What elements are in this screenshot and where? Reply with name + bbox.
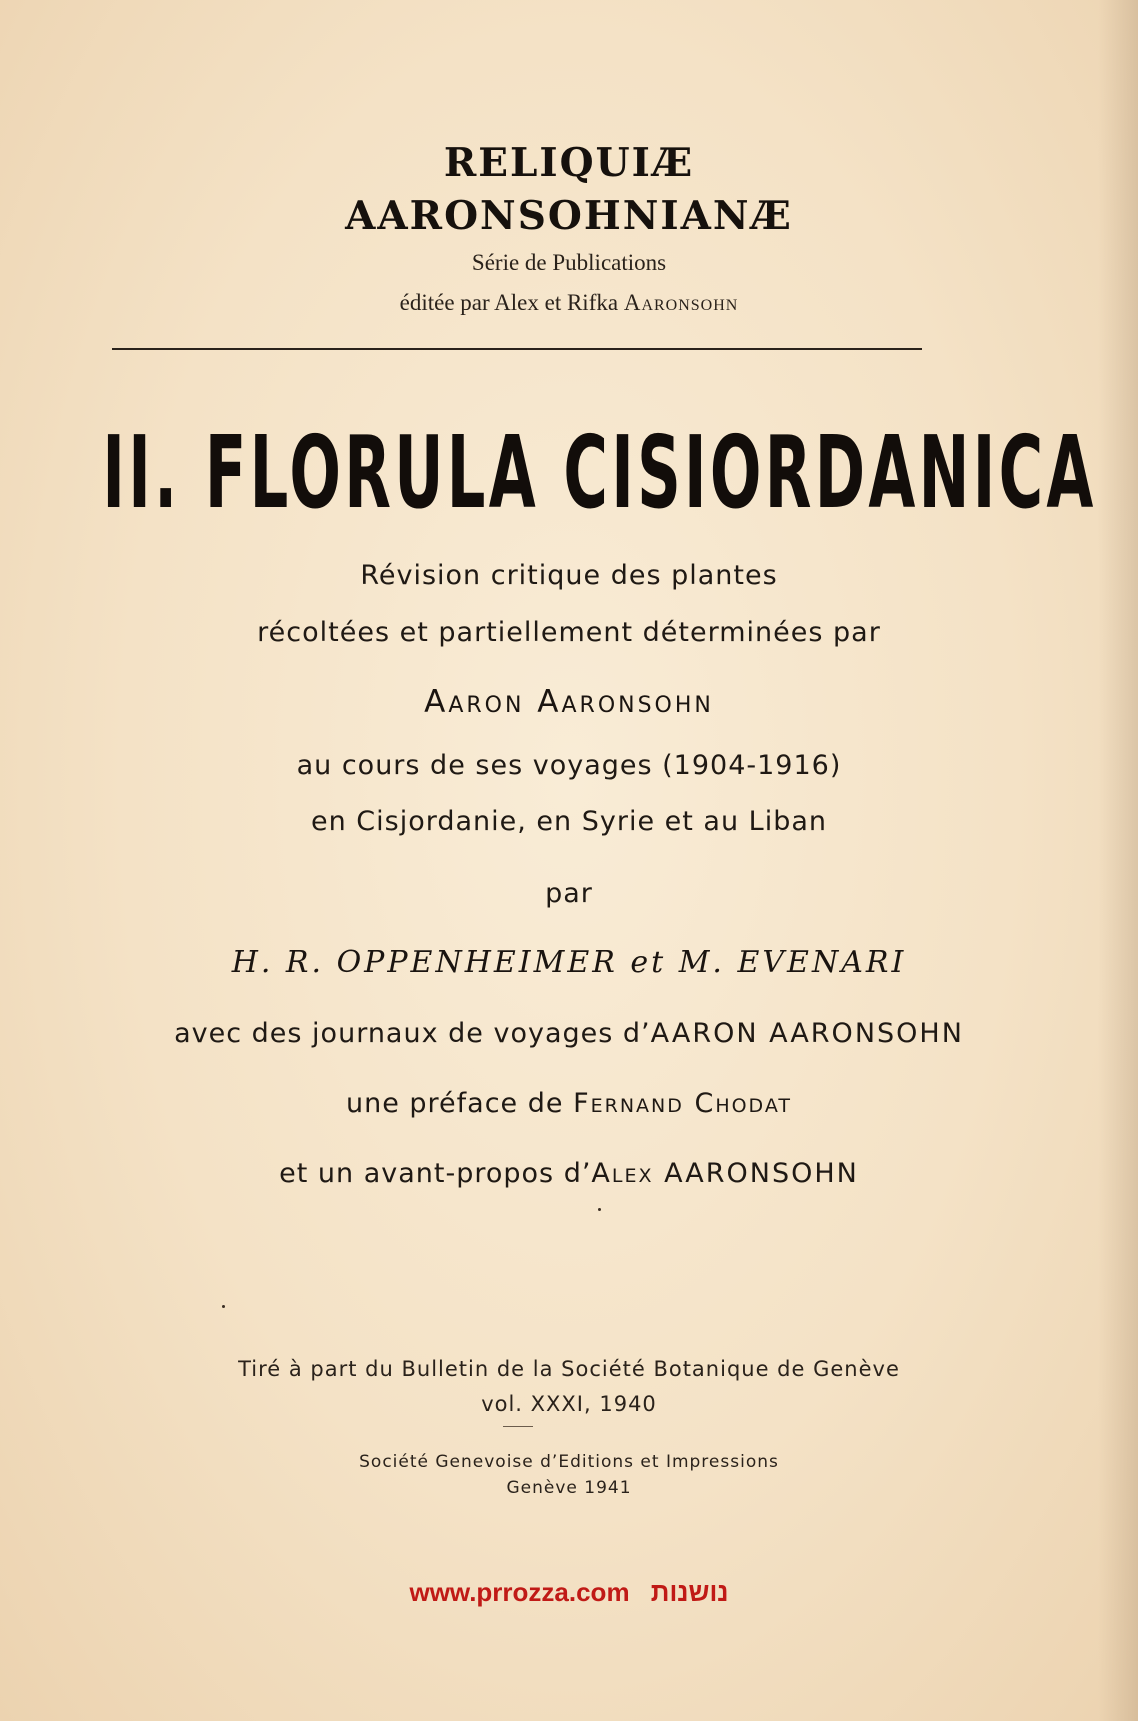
foreword-line <box>0 1158 1138 1189</box>
watermark <box>0 1577 1138 1608</box>
description-line-2: récoltées et partiellement déterminées par <box>257 617 881 648</box>
watermark-url: www.prrozza.com <box>409 1577 630 1607</box>
place-year-line: Genève 1941 <box>506 1478 632 1498</box>
publisher-line: Société Genevoise d’Editions et Impressions <box>359 1452 779 1472</box>
description-line-1: Révision critique des plantes <box>360 560 778 591</box>
editors-surname: Aaronsohn <box>623 290 739 315</box>
journals-name: AARON AARONSOHN <box>650 1018 964 1049</box>
editors-prefix: éditée par Alex et Rifka <box>399 290 619 315</box>
description-line-3: au cours de ses voyages (1904-1916) <box>296 750 842 781</box>
journals-line <box>0 1018 1138 1049</box>
foreword-prefix: et un avant-propos d’ <box>279 1158 592 1189</box>
authors: H. R. OPPENHEIMER et M. EVENARI <box>231 945 907 980</box>
volume-line: vol. XXXI, 1940 <box>481 1392 657 1416</box>
ink-speck <box>222 1305 225 1308</box>
series-subtitle: Série de Publications <box>471 250 667 275</box>
series-title-line-2: AARONSOHNIANÆ <box>345 193 793 239</box>
preface-name: Fernand Chodat <box>573 1088 792 1119</box>
imprint-rule <box>503 1426 533 1427</box>
description-line-4: en Cisjordanie, en Syrie et au Liban <box>310 806 828 837</box>
collector-name: Aaron Aaronsohn <box>424 684 714 720</box>
journals-prefix: avec des journaux de voyages d’ <box>174 1018 651 1049</box>
offprint-line: Tiré à part du Bulletin de la Société Botanique de Genève <box>238 1357 900 1381</box>
foreword-name: Alex AARONSOHN <box>591 1158 859 1189</box>
header-rule <box>112 348 922 350</box>
series-title-line-1: RELIQUIÆ <box>443 140 695 186</box>
watermark-hebrew: נושנות <box>650 1577 729 1607</box>
series-editors <box>0 290 1138 316</box>
main-title: II. FLORULA CISIORDANICA <box>102 414 1097 532</box>
ink-speck <box>598 1208 601 1211</box>
by-word: par <box>545 878 593 909</box>
preface-prefix: une préface de <box>345 1088 564 1119</box>
preface-line <box>0 1088 1138 1119</box>
